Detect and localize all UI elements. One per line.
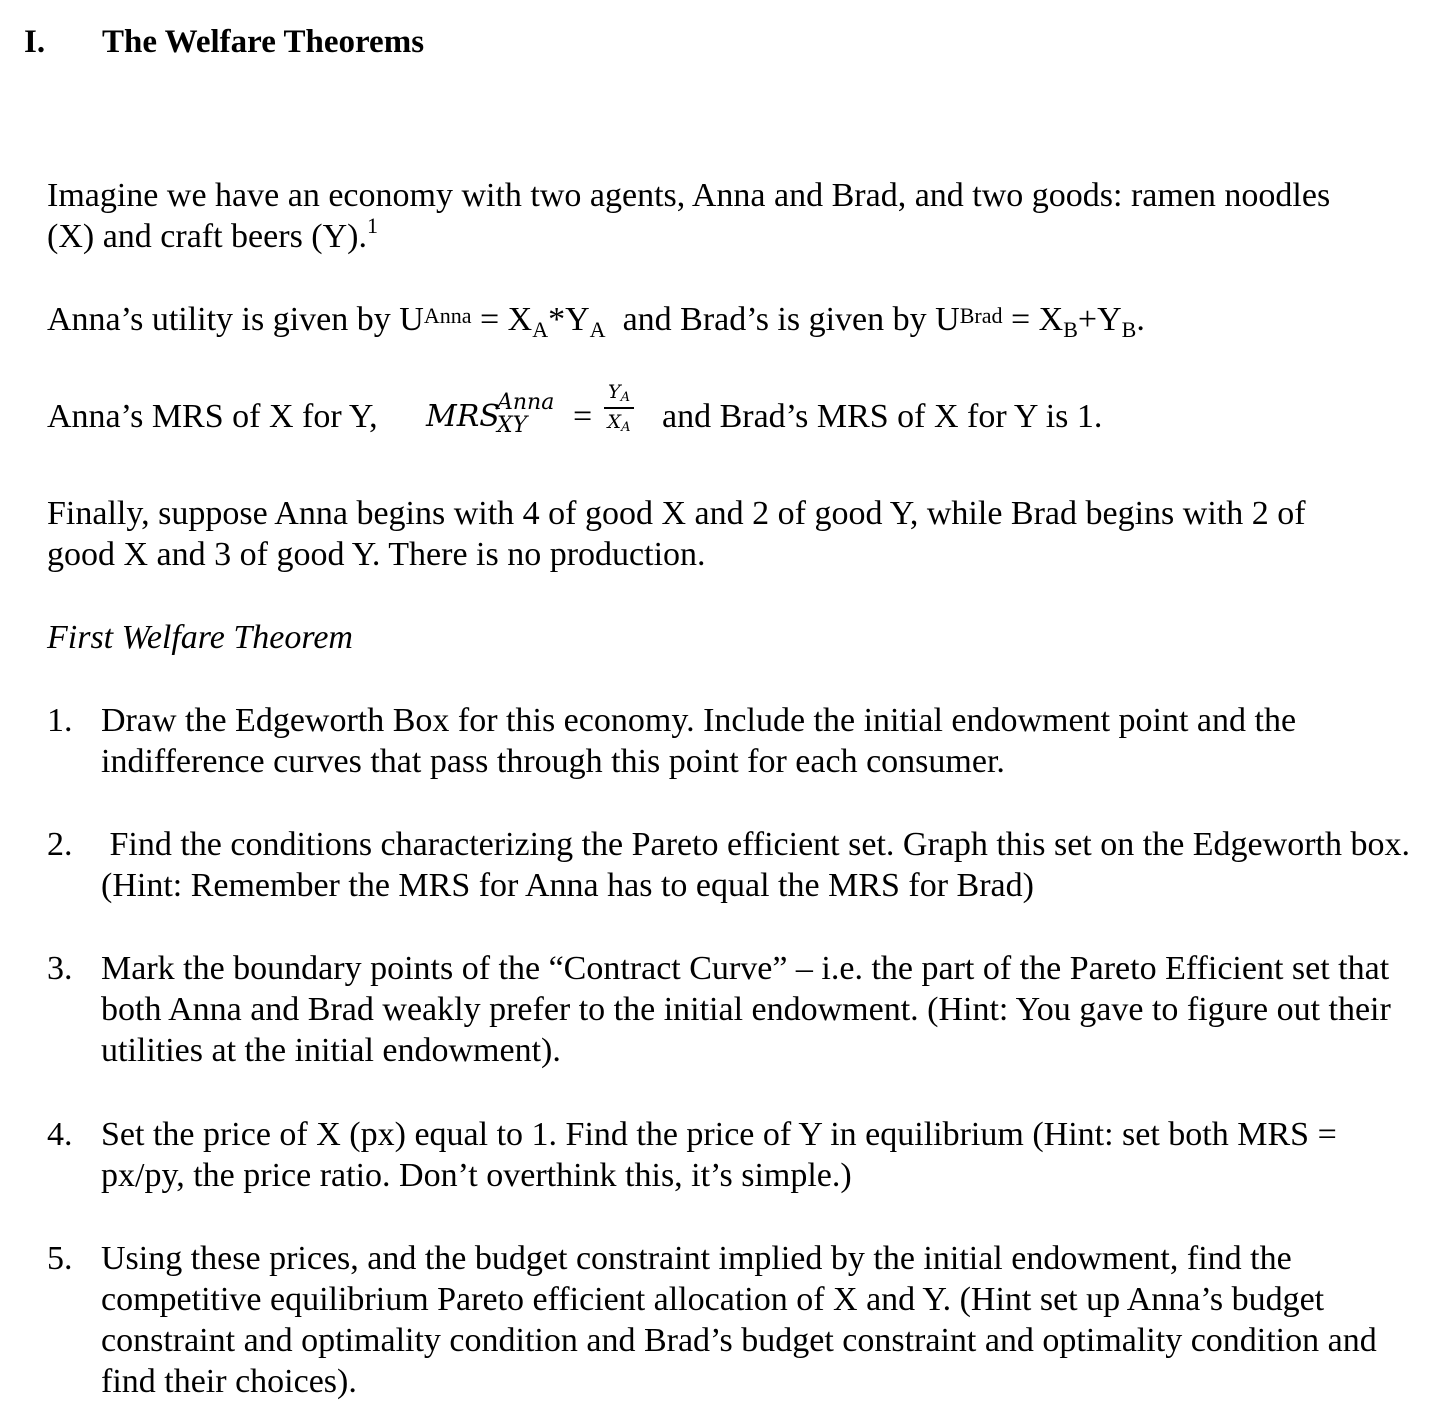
intro-paragraph	[47, 175, 1422, 257]
mrs-subscript: XY	[497, 413, 528, 438]
mrs-equals: =	[573, 398, 593, 435]
brad-utility-sup: Brad	[959, 303, 1003, 328]
question-number: 2.	[47, 826, 73, 863]
question-text: Find the conditions characterizing the Pareto efficient set. Graph this set on the Edgeworth box. (Hint: Remember the MRS for Anna has to equal the MRS for Brad)	[101, 826, 1419, 904]
question-text: Using these prices, and the budget constraint implied by the initial endowment, find the competitive equilibrium Pareto efficient allocation of X and Y. (Hint set up Anna’s budget constraint and optimality condition and Brad’s budget constraint and optimality condition and find their choices).	[101, 1240, 1377, 1400]
subheading-first-welfare-theorem: First Welfare Theorem	[47, 619, 353, 656]
utility-middle: and Brad’s is given by U	[605, 301, 960, 338]
mrs-symbol	[426, 396, 500, 437]
footnote-mark: 1	[367, 213, 378, 238]
question-number: 4.	[47, 1116, 73, 1153]
brad-utility-sub-x: B	[1063, 317, 1078, 342]
section-title: The Welfare Theorems	[102, 24, 425, 60]
anna-utility-sub-x: A	[532, 317, 549, 342]
endowment-line-2: good X and 3 of good Y. There is no production.	[47, 536, 706, 573]
mrs-denominator: XA	[607, 410, 631, 435]
intro-line-1: Imagine we have an economy with two agents, Anna and Brad, and two goods: ramen noodles	[47, 177, 1331, 214]
question-text: Mark the boundary points of the “Contract Curve” – i.e. the part of the Pareto Efficient set that both Anna and Brad weakly prefer to the initial endowment. (Hint: You gave to figure out their utilities at the initial endowment).	[101, 950, 1391, 1069]
question-number: 5.	[47, 1240, 73, 1277]
utility-line	[47, 299, 1422, 340]
anna-utility-mid: *Y	[548, 301, 590, 338]
utility-prefix: Anna’s utility is given by U	[47, 301, 424, 338]
anna-utility-sub-y: A	[589, 317, 606, 342]
question-text: Draw the Edgeworth Box for this economy. Include the initial endowment point and the indifference curves that pass through this point for each consumer.	[101, 702, 1297, 780]
section-heading	[24, 24, 424, 61]
mrs-superscript: Anna	[497, 390, 555, 415]
intro-line-2	[47, 213, 1422, 257]
mrs-symbol-text: MRS	[426, 399, 500, 434]
brad-utility-sub-y: B	[1121, 317, 1137, 342]
section-number: I.	[24, 24, 46, 60]
anna-utility-sup: Anna	[423, 303, 472, 328]
endowment-paragraph	[47, 493, 1422, 575]
brad-utility-eq: = X	[1002, 301, 1064, 338]
mrs-suffix: and Brad’s MRS of X for Y is 1.	[662, 398, 1103, 435]
utility-end: .	[1136, 301, 1145, 338]
question-number: 3.	[47, 950, 73, 987]
brad-utility-mid: +Y	[1077, 301, 1122, 338]
anna-utility-eq: = X	[471, 301, 533, 338]
mrs-fraction	[604, 381, 634, 435]
intro-line-2-text: (X) and craft beers (Y).	[47, 218, 367, 255]
question-number: 1.	[47, 702, 73, 739]
endowment-line-1: Finally, suppose Anna begins with 4 of good X and 2 of good Y, while Brad begins with 2 of	[47, 495, 1306, 532]
fraction-bar	[604, 407, 634, 409]
mrs-numerator: YA	[608, 381, 630, 405]
mrs-prefix: Anna’s MRS of X for Y,	[47, 398, 378, 435]
question-text: Set the price of X (px) equal to 1. Find the price of Y in equilibrium (Hint: set both MRS = px/py, the price ratio. Don’t overthink this, it’s simple.)	[101, 1116, 1337, 1194]
